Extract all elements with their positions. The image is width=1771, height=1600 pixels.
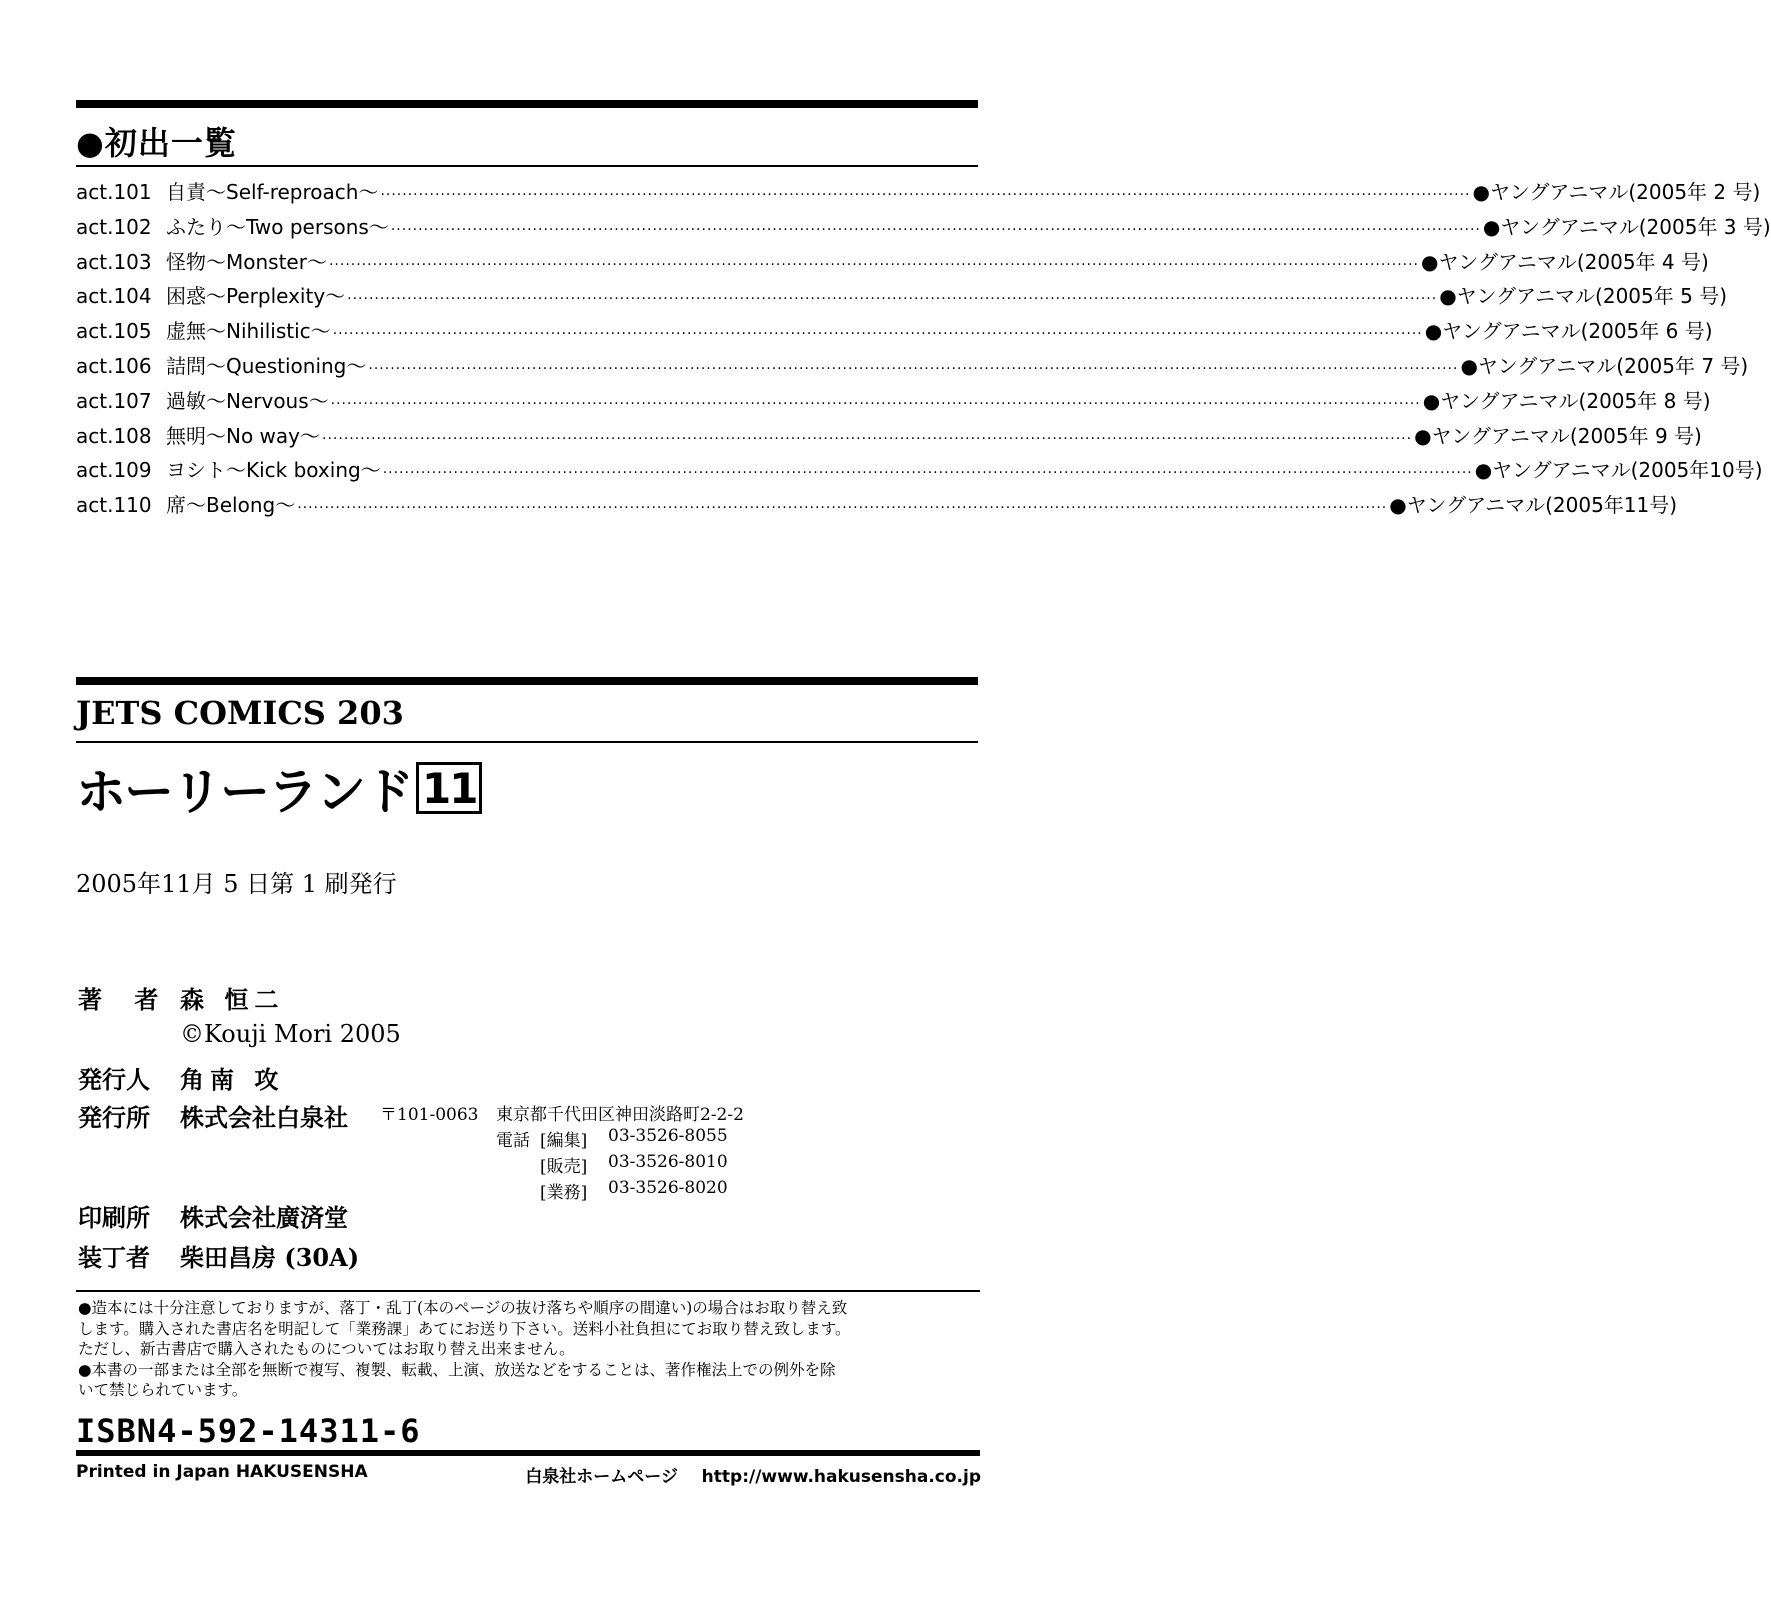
notice-block (78, 1298, 988, 1401)
toc-chapter-title: 無明〜No way〜 (166, 423, 321, 448)
toc-leader-dots: ········································································································································································································ (330, 395, 1421, 412)
toc-act-label: act.101 (76, 180, 152, 204)
toc-row (76, 280, 1727, 315)
first-appearance-list (76, 176, 1771, 524)
toc-act-label: act.107 (76, 388, 152, 413)
tel-number-operations: 03-3526-8020 (608, 1178, 728, 1198)
toc-chapter-title: 詰問〜Questioning〜 (166, 353, 367, 378)
tel-number-sales: 03-3526-8010 (608, 1152, 728, 1172)
toc-act-label: act.102 (76, 214, 152, 239)
notice-line: いて禁じられています。 (78, 1381, 248, 1399)
toc-leader-dots: ········································································································································································································ (380, 187, 1471, 203)
designer-label: 装丁者 (78, 1243, 150, 1272)
author-name: 森 恒二 (180, 985, 285, 1014)
toc-source: ●ヤングアニマル(2005年 9 号) (1414, 423, 1702, 448)
notice-top-rule (76, 1290, 980, 1292)
publication-date: 2005年11月 5 日第 1 刷発行 (76, 870, 397, 898)
volume-number-box: 11 (416, 762, 482, 814)
toc-row (76, 211, 1771, 246)
toc-act-label: act.110 (76, 493, 152, 518)
colophon-thick-rule (76, 677, 978, 685)
toc-row (76, 385, 1711, 420)
toc-leader-dots: ········································································································································································································ (332, 326, 1423, 343)
publisher-label: 発行所 (78, 1103, 150, 1132)
toc-row (76, 315, 1713, 350)
toc-source: ●ヤングアニマル(2005年 5 号) (1439, 284, 1727, 309)
toc-row (76, 176, 1761, 211)
publisher-person-name: 角南 攻 (180, 1065, 285, 1094)
toc-row (76, 420, 1702, 455)
series-underline (76, 741, 978, 743)
top-thick-rule (76, 100, 978, 108)
isbn-underline (76, 1450, 980, 1456)
toc-leader-dots: ········································································································································································································ (328, 256, 1420, 273)
toc-leader-dots: ········································································································································································································ (297, 500, 1388, 517)
toc-chapter-title: 席〜Belong〜 (166, 493, 296, 518)
toc-leader-dots: ········································································································································································································ (322, 430, 1413, 447)
toc-act-label: act.103 (76, 249, 152, 274)
publisher-address: 東京都千代田区神田淡路町2-2-2 (496, 1105, 744, 1125)
toc-act-label: act.106 (76, 353, 152, 378)
homepage (525, 1462, 981, 1487)
publisher-person-label: 発行人 (78, 1065, 150, 1094)
toc-source: ●ヤングアニマル(2005年11号) (1389, 493, 1678, 518)
toc-source: ●ヤングアニマル(2005年 4 号) (1421, 249, 1709, 274)
homepage-url[interactable]: http://www.hakusensha.co.jp (701, 1467, 981, 1487)
toc-chapter-title: 怪物〜Monster〜 (166, 249, 327, 274)
book-title (76, 752, 482, 824)
toc-leader-dots: ········································································································································································································ (382, 465, 1473, 482)
tel-number-editorial: 03-3526-8055 (608, 1126, 728, 1146)
toc-act-label: act.109 (76, 458, 152, 483)
notice-line: します。購入された書店名を明記して「業務課」あてにお送り下さい。送料小社負担にてお取り替え致します。 (78, 1319, 851, 1338)
author-label: 著 者 (78, 985, 171, 1014)
first-appearance-heading: ●初出一覧 (76, 124, 237, 162)
publisher-name: 株式会社白泉社 (180, 1103, 348, 1132)
toc-act-label: act.104 (76, 284, 152, 309)
tel-dept-editorial: [編集] (540, 1131, 588, 1151)
isbn: ISBN4-592-14311-6 (76, 1412, 421, 1450)
heading-underline (76, 165, 978, 167)
toc-chapter-title: 過敏〜Nervous〜 (166, 388, 329, 413)
series-name: JETS COMICS 203 (76, 694, 404, 732)
book-title-text: ホーリーランド (76, 763, 412, 821)
designer-name: 柴田昌房 (30A) (180, 1243, 360, 1272)
notice-line: ただし、新古書店で購入されたものについてはお取り替え出来ません。 (78, 1340, 575, 1358)
printer-label: 印刷所 (78, 1203, 150, 1232)
printed-in-japan: Printed in Japan HAKUSENSHA (76, 1462, 368, 1482)
toc-row (76, 489, 1678, 524)
toc-source: ●ヤングアニマル(2005年 3 号) (1482, 214, 1771, 239)
toc-chapter-title: ふたり〜Two persons〜 (166, 214, 389, 239)
toc-leader-dots: ········································································································································································································ (390, 221, 1481, 238)
toc-row (76, 246, 1709, 281)
toc-row (76, 350, 1749, 385)
postal-code: 〒101-0063 (380, 1105, 479, 1125)
printer-name: 株式会社廣済堂 (180, 1203, 348, 1232)
toc-source: ●ヤングアニマル(2005年 8 号) (1422, 388, 1711, 413)
toc-act-label: act.105 (76, 319, 152, 344)
toc-source: ●ヤングアニマル(2005年 2 号) (1472, 180, 1761, 204)
toc-chapter-title: 自責〜Self-reproach〜 (166, 180, 379, 204)
toc-chapter-title: ヨシト〜Kick boxing〜 (166, 458, 381, 483)
homepage-label: 白泉社ホームページ (525, 1467, 678, 1487)
tel-label: 電話 (496, 1131, 530, 1151)
toc-row (76, 454, 1763, 489)
tel-dept-sales: [販売] (540, 1157, 588, 1177)
notice-line: ●本書の一部または全部を無断で複写、複製、転載、上演、放送などをすることは、著作権法上での例外を除 (78, 1360, 836, 1379)
copyright-notice: ©Kouji Mori 2005 (180, 1020, 401, 1048)
toc-act-label: act.108 (76, 423, 152, 448)
toc-source: ●ヤングアニマル(2005年10号) (1474, 458, 1763, 483)
tel-dept-operations: [業務] (540, 1183, 588, 1203)
toc-source: ●ヤングアニマル(2005年 7 号) (1460, 353, 1749, 378)
toc-source: ●ヤングアニマル(2005年 6 号) (1424, 319, 1713, 344)
toc-chapter-title: 虚無〜Nihilistic〜 (166, 319, 331, 344)
toc-leader-dots: ········································································································································································································ (347, 291, 1438, 308)
toc-chapter-title: 困惑〜Perplexity〜 (166, 284, 346, 309)
notice-line: ●造本には十分注意しておりますが、落丁・乱丁(本のページの抜け落ちや順序の間違い)の場合はお取り替え致 (78, 1299, 848, 1317)
toc-leader-dots: ········································································································································································································ (368, 360, 1459, 377)
